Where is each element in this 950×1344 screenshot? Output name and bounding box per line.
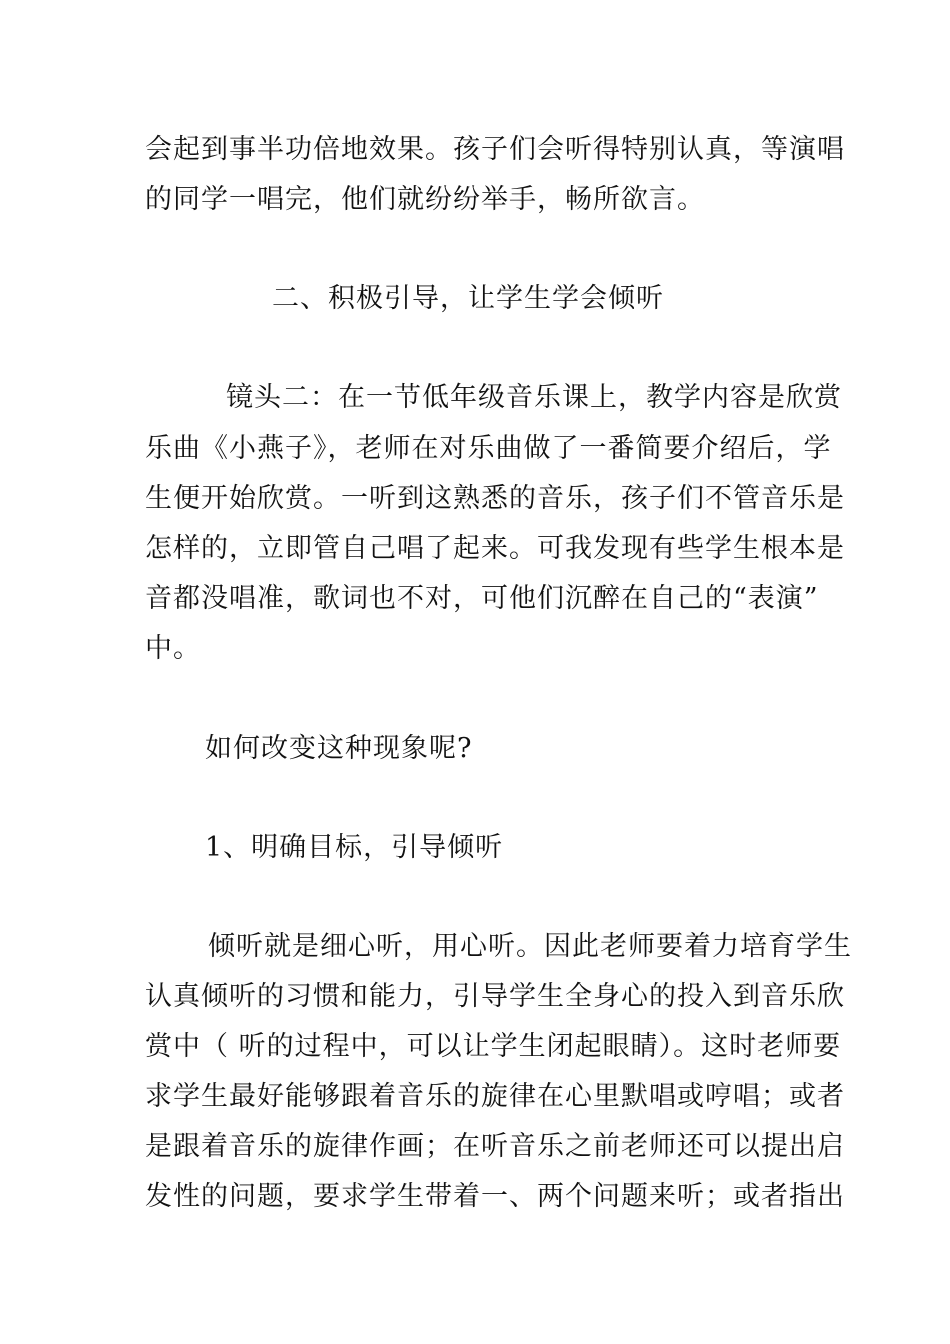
question-line: 如何改变这种现象呢?	[205, 733, 473, 764]
paragraph-line: 的同学一唱完，他们就纷纷举手，畅所欲言。	[145, 184, 705, 215]
paragraph-line: 赏中（ 听的过程中，可以让学生闭起眼睛）。这时老师要	[145, 1031, 842, 1062]
paragraph-line: 求学生最好能够跟着音乐的旋律在心里默唱或哼唱；或者	[145, 1081, 845, 1112]
paragraph-line: 怎样的，立即管自己唱了起来。可我发现有些学生根本是	[145, 533, 845, 564]
paragraph-line: 音都没唱准，歌词也不对，可他们沉醉在自己的“表演”	[145, 583, 819, 614]
paragraph-line: 会起到事半功倍地效果。孩子们会听得特别认真，等演唱	[145, 134, 845, 165]
section-heading: 二、积极引导，让学生学会倾听	[272, 283, 664, 314]
paragraph-line: 发性的问题，要求学生带着一、两个问题来听；或者指出	[145, 1181, 845, 1212]
subsection-heading: 1、明确目标，引导倾听	[205, 832, 504, 863]
paragraph-line: 是跟着音乐的旋律作画；在听音乐之前老师还可以提出启	[145, 1131, 845, 1162]
paragraph-line: 生便开始欣赏。一听到这熟悉的音乐，孩子们不管音乐是	[145, 483, 845, 514]
paragraph-line: 镜头二：在一节低年级音乐课上，教学内容是欣赏	[226, 382, 842, 413]
paragraph-line: 乐曲《小燕子》，老师在对乐曲做了一番简要介绍后，学	[145, 433, 832, 464]
paragraph-line: 认真倾听的习惯和能力，引导学生全身心的投入到音乐欣	[145, 981, 845, 1012]
paragraph-line: 倾听就是细心听，用心听。因此老师要着力培育学生	[208, 931, 852, 962]
paragraph-line: 中。	[145, 633, 201, 664]
